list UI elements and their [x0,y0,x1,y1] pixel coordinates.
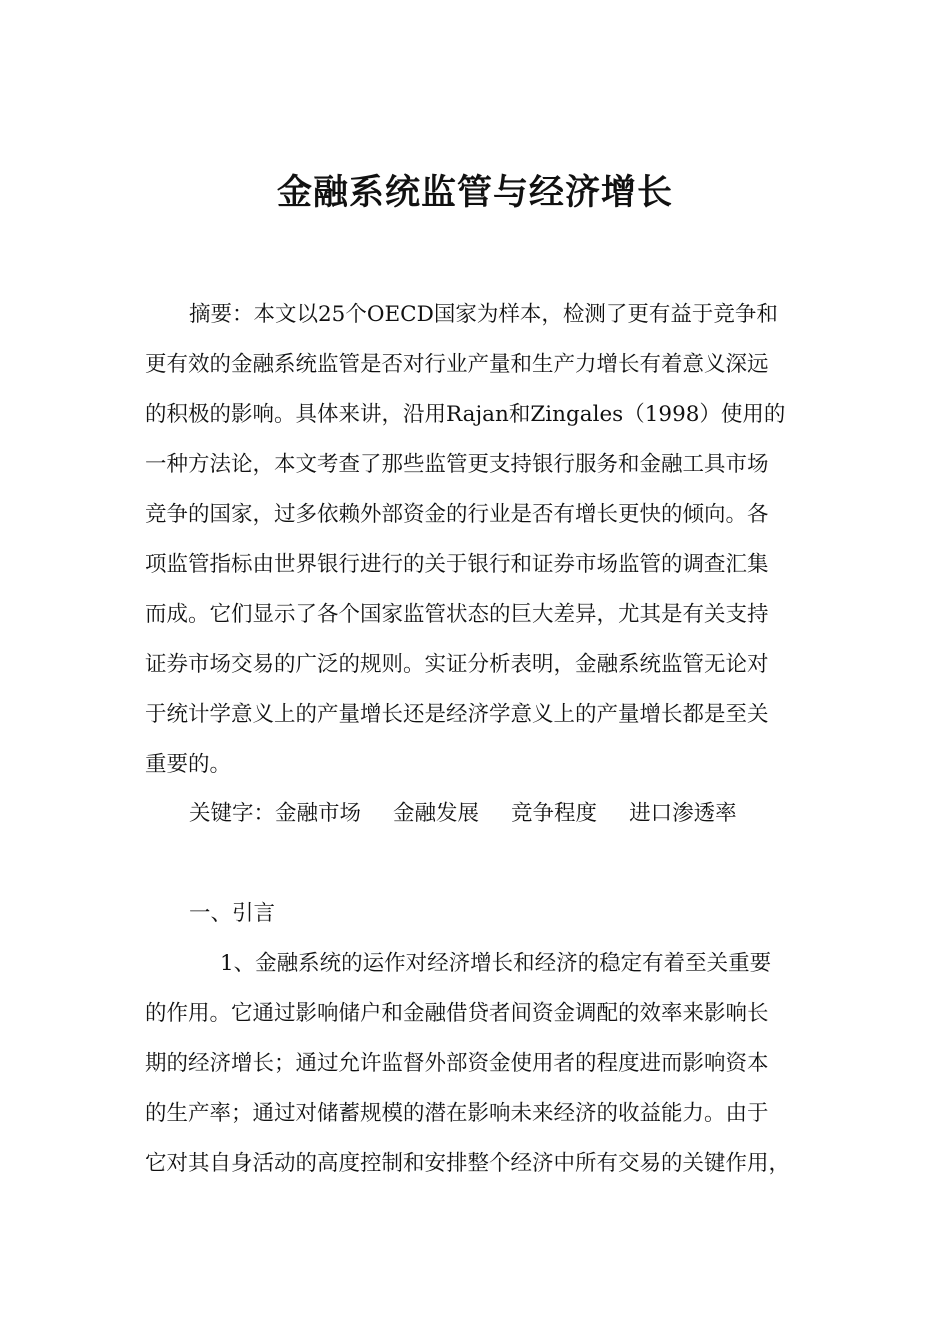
abstract-line: 更有效的金融系统监管是否对行业产量和生产力增长有着意义深远 [145,352,769,377]
section-heading: 一、引言 [189,901,276,926]
keywords-label: 关键字： [189,801,276,826]
keyword: 金融发展 [393,801,480,826]
abstract-line: 竞争的国家，过多依赖外部资金的行业是否有增长更快的倾向。各 [145,502,769,527]
abstract-line: 摘要：本文以25个OECD国家为样本，检测了更有益于竞争和 [189,302,778,327]
keyword: 竞争程度 [511,801,598,826]
abstract-line: 重要的。 [145,752,232,777]
abstract-line: 而成。它们显示了各个国家监管状态的巨大差异，尤其是有关支持 [145,602,769,627]
body-line: 它对其自身活动的高度控制和安排整个经济中所有交易的关键作用， [145,1151,791,1176]
body-line: 的生产率；通过对储蓄规模的潜在影响未来经济的收益能力。由于 [145,1101,769,1126]
document-title: 金融系统监管与经济增长 [276,173,673,213]
keyword: 进口渗透率 [629,801,737,826]
abstract-line: 一种方法论，本文考查了那些监管更支持银行服务和金融工具市场 [145,452,769,477]
abstract-line: 于统计学意义上的产量增长还是经济学意义上的产量增长都是至关 [145,702,769,727]
keywords-row [189,799,737,829]
keyword: 金融市场 [275,801,362,826]
abstract-line: 的积极的影响。具体来讲，沿用Rajan和Zingales（1998）使用的 [145,402,786,427]
abstract-line: 项监管指标由世界银行进行的关于银行和证券市场监管的调查汇集 [145,552,769,577]
abstract-line: 证券市场交易的广泛的规则。实证分析表明，金融系统监管无论对 [145,652,769,677]
body-line: 1、金融系统的运作对经济增长和经济的稳定有着至关重要 [220,951,772,976]
body-line: 的作用。它通过影响储户和金融借贷者间资金调配的效率来影响长 [145,1001,769,1026]
body-line: 期的经济增长；通过允许监督外部资金使用者的程度进而影响资本 [145,1051,769,1076]
